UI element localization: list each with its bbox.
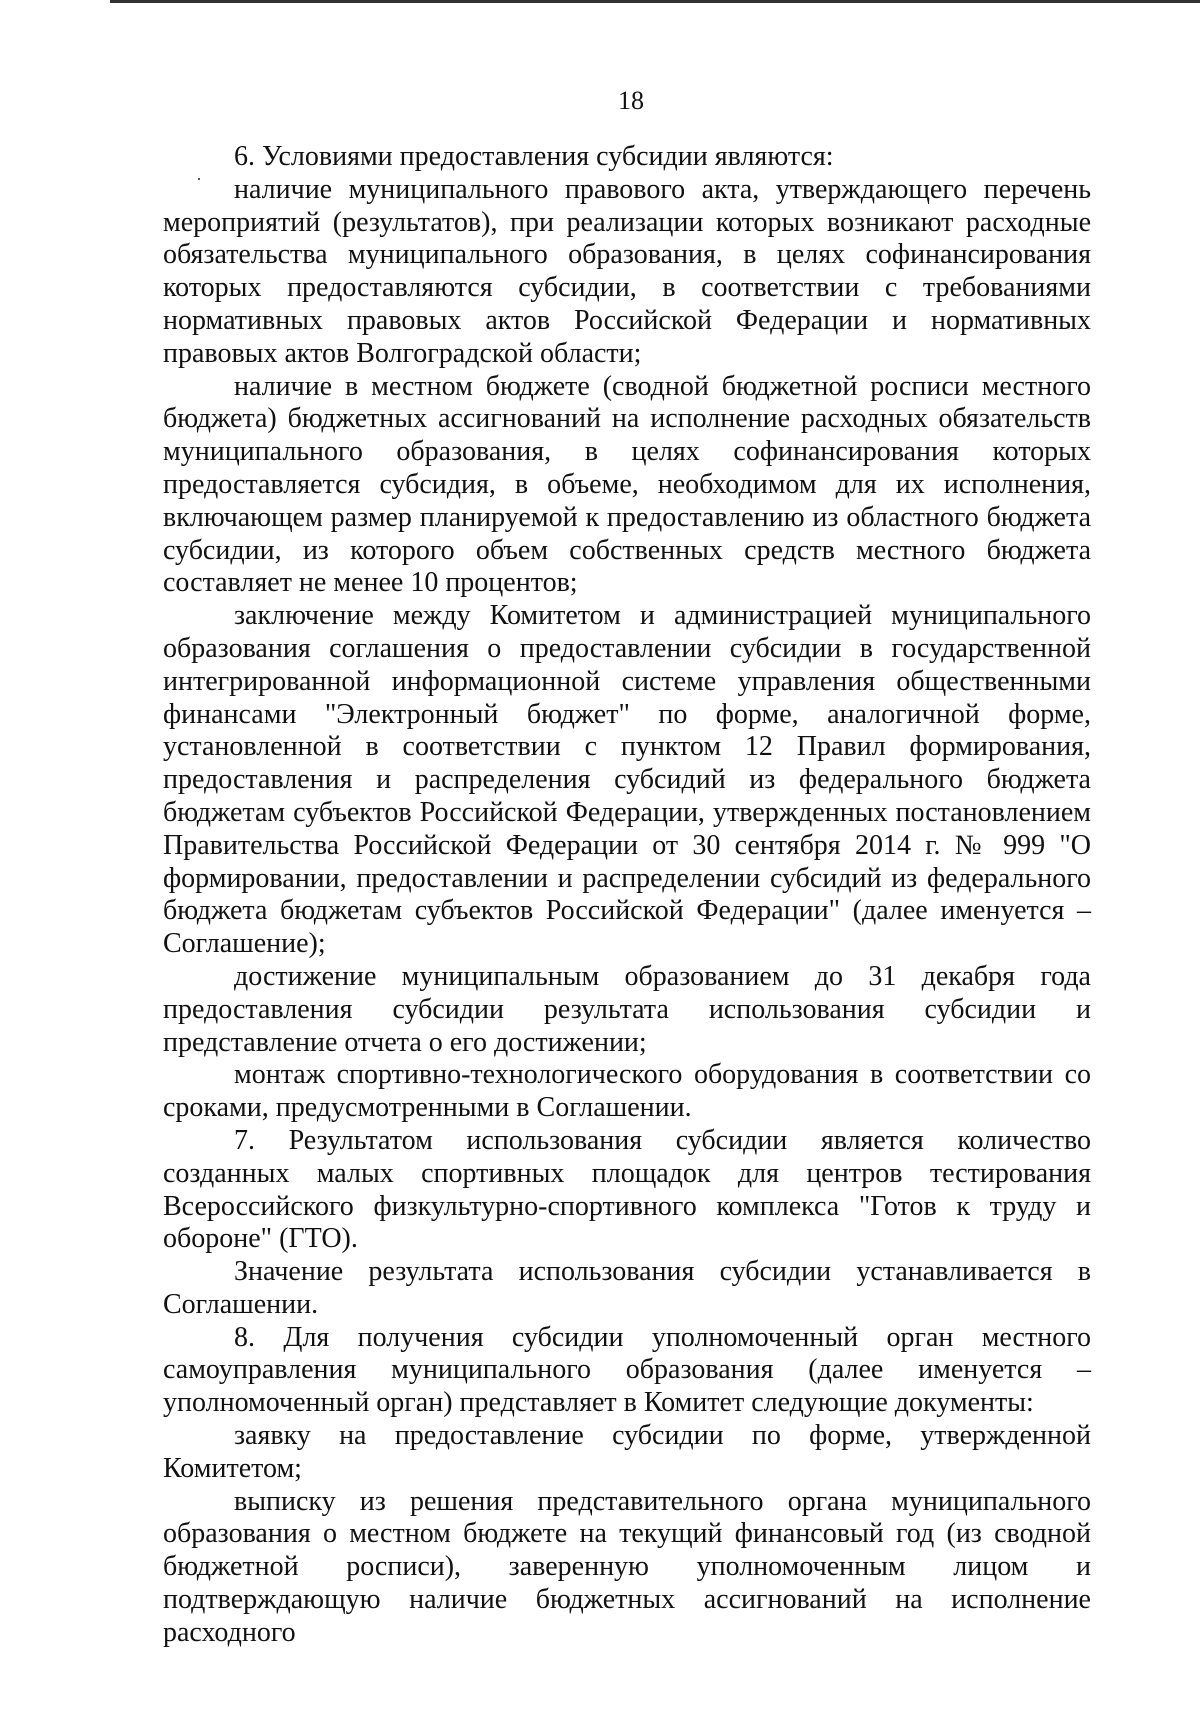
paragraph-budget-extract-document: выписку из решения представительного органа муниципального образования о местном бюджете на текущий финансовый год (из сводной бюджетной росписи), заверенную уполномоченным лицом и подтверждающую наличие бюджетных ассигнований на исполнение расходного (163, 1485, 1091, 1648)
page-number: 18 (618, 86, 644, 115)
paragraph-item-6-heading: 6. Условиями предоставления субсидии являются: (234, 141, 834, 172)
paragraph-budget-allocation-condition: наличие в местном бюджете (сводной бюджетной росписи местного бюджета) бюджетных ассигнований на исполнение расходных обязательств муниципального образования, в целях софинансирования которых предоставляется субсидия, в объеме, необходимом для их исполнения, включающем размер планируемой к предоставлению из областного бюджета субсидии, из которого объем собственных средств местного бюджета составляет не менее 10 процентов; (163, 370, 1091, 599)
paragraph-legal-act-condition: наличие муниципального правового акта, утверждающего перечень мероприятий (результатов), при реализации которых возникают расходные обязательства муниципального образования, в целях софинансирования которых предоставляются субсидии, в соответствии с требованиями нормативных правовых актов Российской Федерации и нормативных правовых актов Волгоградской области; (163, 173, 1091, 369)
paragraph-result-achievement-condition: достижение муниципальным образованием до 31 декабря года предоставления субсидии результата использования субсидии и представление отчета о его достижении; (163, 960, 1091, 1058)
paragraph-item-7-result: 7. Результатом использования субсидии является количество созданных малых спортивных площадок для центров тестирования Всероссийского физкультурно-спортивного комплекса "Готов к труду и обороне" (ГТО). (163, 1124, 1091, 1255)
scan-top-edge (110, 0, 1200, 3)
paragraph-agreement-condition: заключение между Комитетом и администрацией муниципального образования соглашения о предоставлении субсидии в государственной интегрированной информационной системе управления общественными финансами "Электронный бюджет" по форме, аналогичной форме, установленной в соответствии с пунктом 12 Правил формирования, предоставления и распределения субсидий из федерального бюджета бюджетам субъектов Российской Федерации, утвержденных постановлением Правительства Российской Федерации от 30 сентября 2014 г. № 999 "О формировании, предоставлении и распределении субсидий из федерального бюджета бюджетам субъектов Российской Федерации" (далее именуется – Соглашение); (163, 600, 1091, 960)
document-body (163, 141, 1091, 1650)
paragraph-item-8-documents: 8. Для получения субсидии уполномоченный орган местного самоуправления муниципального образования (далее именуется – уполномоченный орган) представляет в Комитет следующие документы: (163, 1321, 1091, 1419)
paragraph-equipment-installation-condition: монтаж спортивно-технологического оборудования в соответствии со сроками, предусмотренными в Соглашении. (163, 1059, 1091, 1124)
paragraph-result-value: Значение результата использования субсидии устанавливается в Соглашении. (163, 1256, 1091, 1320)
paragraph-application-document: заявку на предоставление субсидии по форме, утвержденной Комитетом; (163, 1420, 1091, 1484)
